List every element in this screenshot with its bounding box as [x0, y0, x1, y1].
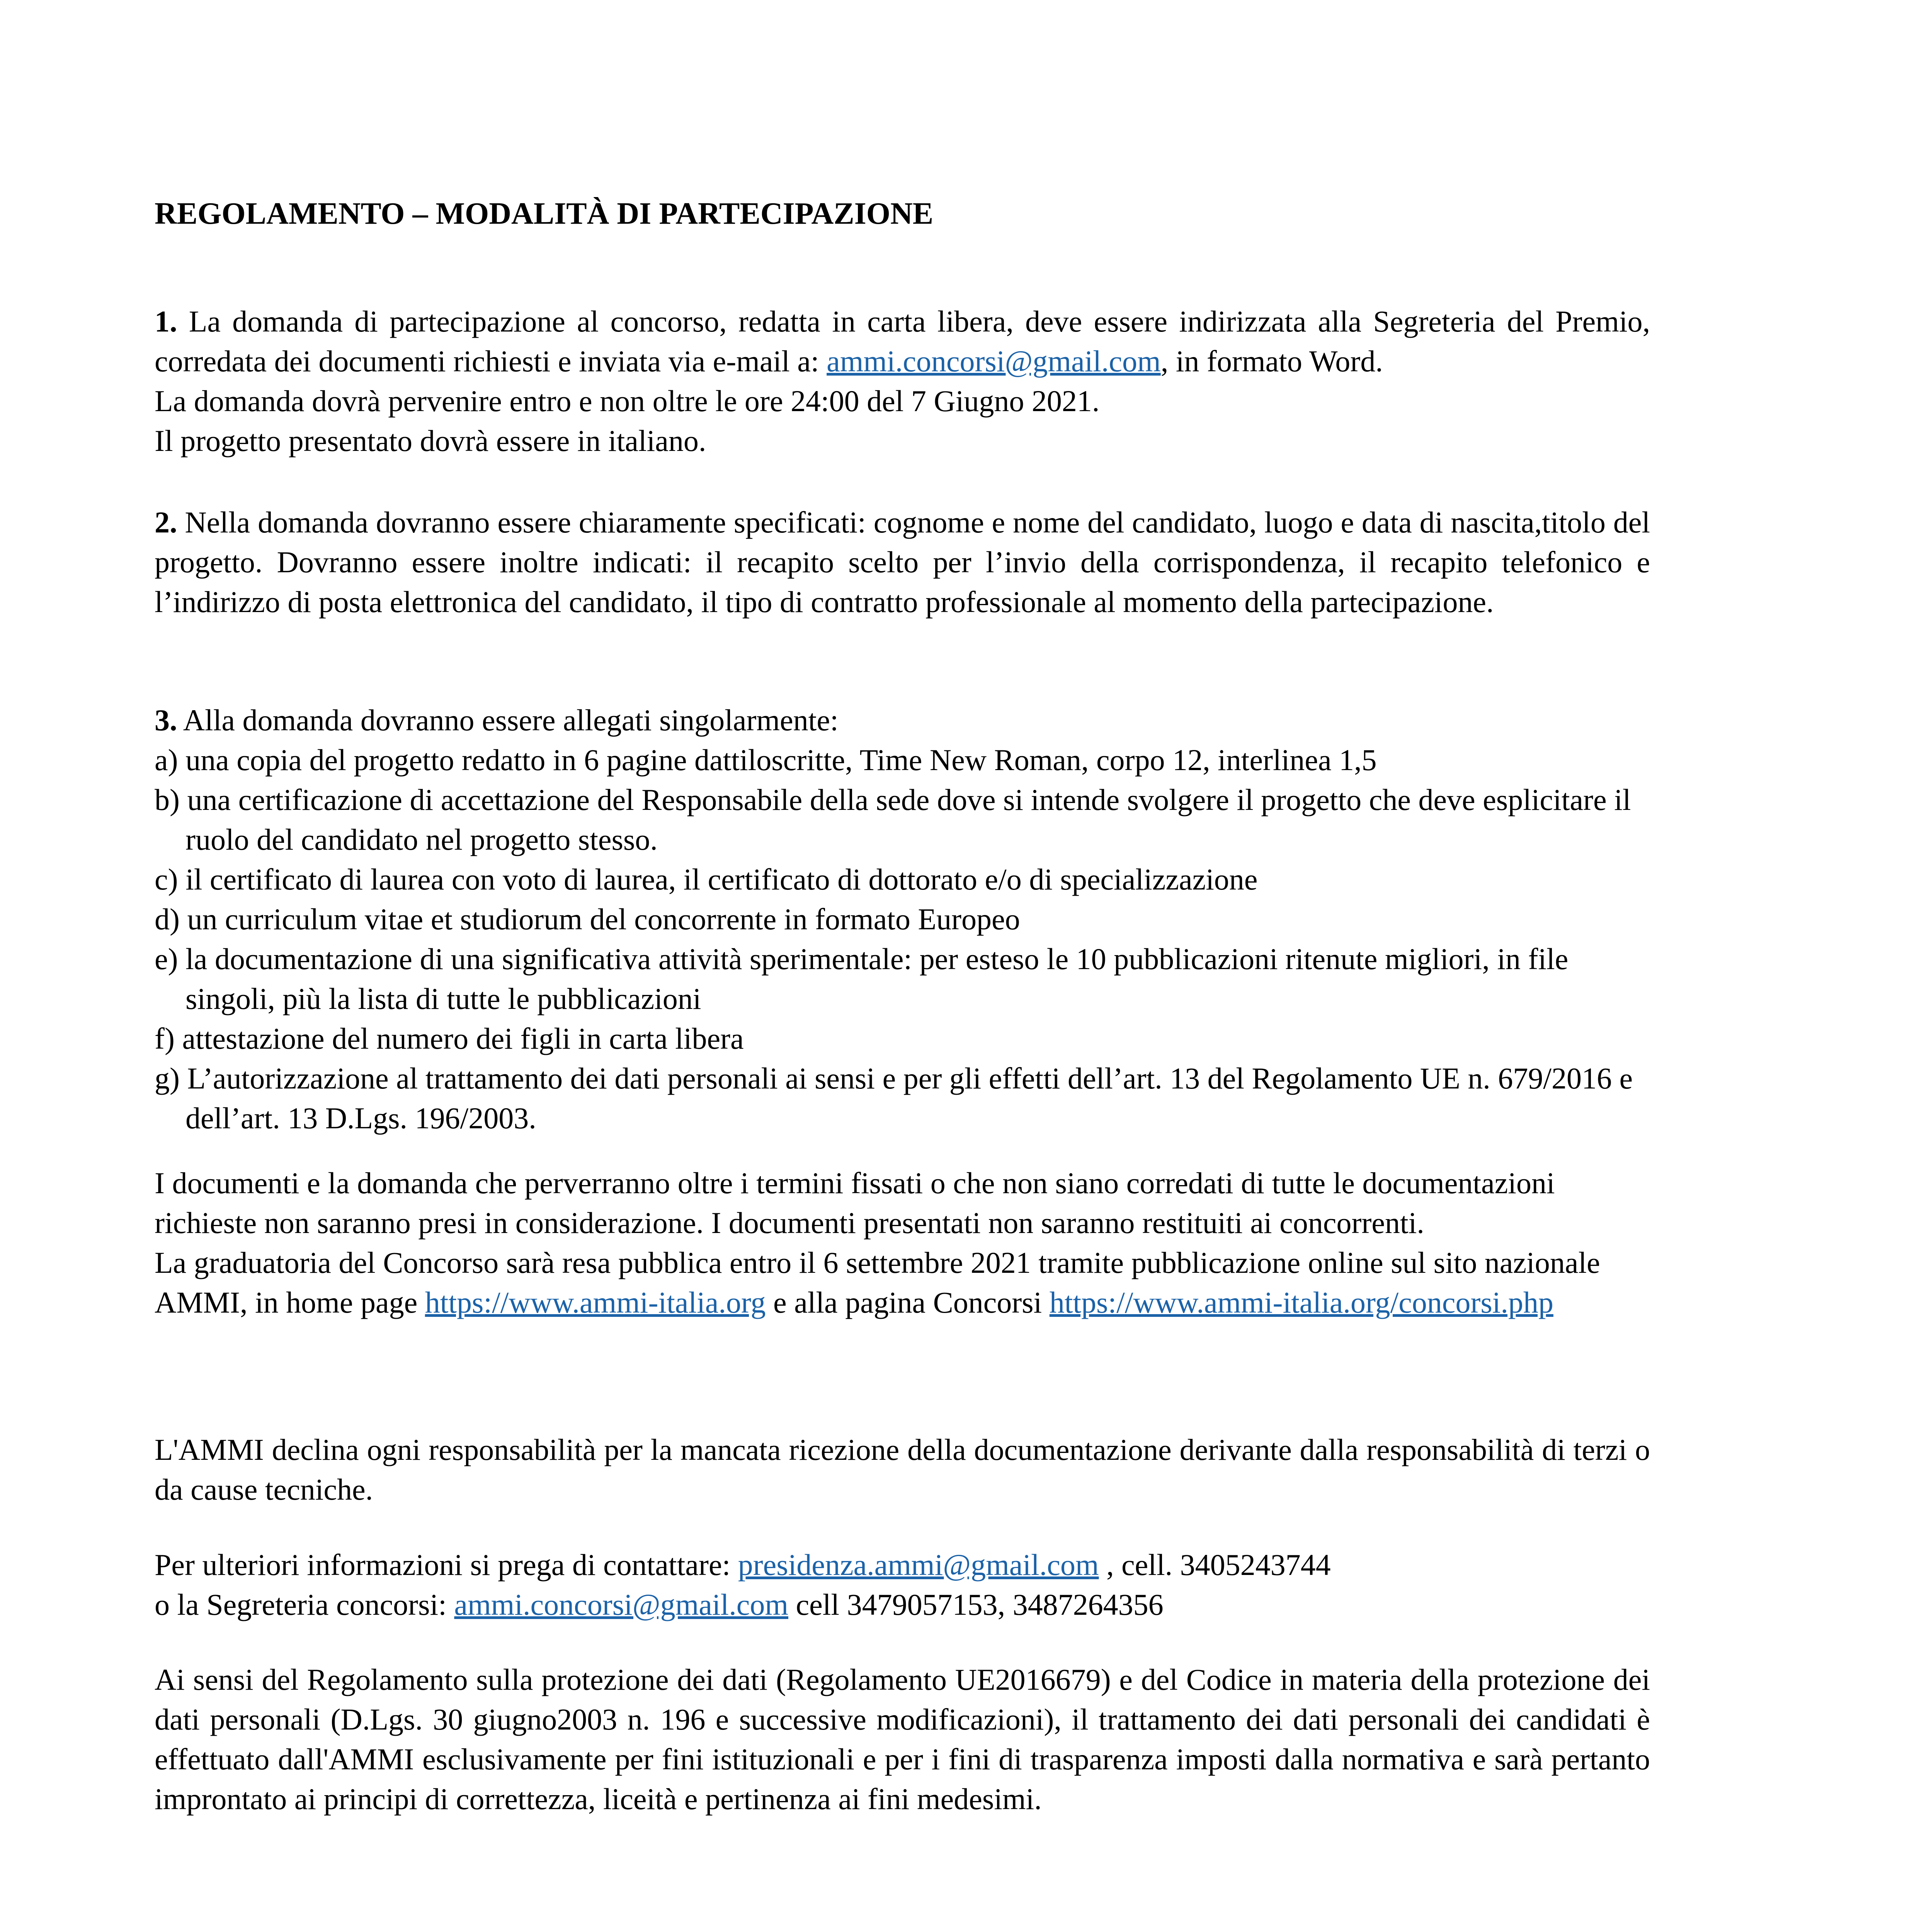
section-1-number: 1. [155, 304, 177, 338]
documents-paragraph: I documenti e la domanda che perverranno oltre i termini fissati o che non siano corredati di tutte le documentazioni richieste non saranno presi in considerazione. I documenti presentati non saranno restituiti ai concorrenti. [155, 1166, 1555, 1240]
list-item-b: b) una certificazione di accettazione del Responsabile della sede dove si intende svolgere il progetto che deve esplicitare il ruolo del candidato nel progetto stesso. [155, 783, 1631, 856]
list-item-a: a) una copia del progetto redatto in 6 pagine dattiloscritte, Time New Roman, corpo 12, interlinea 1,5 [155, 743, 1377, 777]
list-item-e: e) la documentazione di una significativa attività sperimentale: per esteso le 10 pubblicazioni ritenute migliori, in file singoli, più la lista di tutte le pubblicazioni [155, 942, 1569, 1015]
ranking-text-mid: e alla pagina Concorsi [766, 1286, 1050, 1319]
section-3-number: 3. [155, 703, 177, 737]
section-3-intro [155, 700, 1650, 740]
contacts-section [155, 1545, 1650, 1624]
ranking-text: La graduatoria del Concorso sarà resa pubblica entro il 6 settembre 2021 tramite pubblicazione online sul sito nazionale AMMI, in home page [155, 1246, 1600, 1319]
presidenza-email-link[interactable]: presidenza.ammi@gmail.com [738, 1548, 1099, 1582]
document-title: REGOLAMENTO – MODALITÀ DI PARTECIPAZIONE [155, 197, 934, 231]
section-3-intro-text: Alla domanda dovranno essere allegati singolarmente: [177, 703, 839, 737]
section-1-deadline: La domanda dovrà pervenire entro e non oltre le ore 24:00 del 7 Giugno 2021. [155, 384, 1100, 418]
section-1-text-end: , in formato Word. [1160, 344, 1383, 378]
privacy-paragraph: Ai sensi del Regolamento sulla protezione dei dati (Regolamento UE2016679) e del Codice in materia della protezione dei dati personali (D.Lgs. 30 giugno2003 n. 196 e successive modificazioni), il trattamento dei dati personali dei candidati è effettuato dall'AMMI esclusivamente per fini istituzionali e per i fini di trasparenza imposti dalla normativa e sarà pertanto improntato ai principi di correttezza, liceità e pertinenza ai fini medesimi. [155, 1663, 1650, 1816]
documents-section [155, 1163, 1650, 1322]
section-1-language: Il progetto presentato dovrà essere in italiano. [155, 424, 706, 457]
disclaimer-section [155, 1430, 1650, 1509]
contacts-line-2-phone: cell 3479057153, 3487264356 [788, 1588, 1164, 1621]
contacts-line-2 [155, 1585, 1650, 1624]
section-1-text: La domanda di partecipazione al concorso, redatta in carta libera, deve essere indirizzata alla Segreteria del Premio, corredata dei documenti richiesti e inviata via e-mail a: [155, 304, 1650, 378]
section-2-paragraph [155, 502, 1650, 622]
section-2-text: Nella domanda dovranno essere chiaramente specificati: cognome e nome del candidato, luogo e data di nascita,titolo del progetto. Dovranno essere inoltre indicati: il recapito scelto per l’invio della corrispondenza, il recapito telefonico e l’indirizzo di posta elettronica del candidato, il tipo di contratto professionale al momento della partecipazione. [155, 505, 1650, 619]
section-2-number: 2. [155, 505, 177, 539]
section-2 [155, 502, 1650, 622]
home-page-link[interactable]: https://www.ammi-italia.org [425, 1286, 766, 1319]
disclaimer-paragraph: L'AMMI declina ogni responsabilità per la mancata ricezione della documentazione derivante dalla responsabilità di terzi o da cause tecniche. [155, 1433, 1650, 1506]
contacts-line-2-text: o la Segreteria concorsi: [155, 1588, 454, 1621]
section-3 [155, 700, 1650, 1138]
contacts-line-1-text: Per ulteriori informazioni si prega di contattare: [155, 1548, 738, 1582]
concorsi-page-link[interactable]: https://www.ammi-italia.org/concorsi.php [1049, 1286, 1553, 1319]
segreteria-email-link[interactable]: ammi.concorsi@gmail.com [454, 1588, 788, 1621]
list-item-d: d) un curriculum vitae et studiorum del concorrente in formato Europeo [155, 902, 1020, 936]
list-item-g: g) L’autorizzazione al trattamento dei dati personali ai sensi e per gli effetti dell’art. 13 del Regolamento UE n. 679/2016 e dell’art. 13 D.Lgs. 196/2003. [155, 1061, 1633, 1135]
list-item-c: c) il certificato di laurea con voto di laurea, il certificato di dottorato e/o di specializzazione [155, 862, 1258, 896]
section-1-email-link[interactable]: ammi.concorsi@gmail.com [827, 344, 1161, 378]
contacts-line-1-phone: , cell. 3405243744 [1099, 1548, 1331, 1582]
ranking-paragraph [155, 1243, 1650, 1322]
section-1 [155, 301, 1650, 461]
contacts-line-1 [155, 1545, 1650, 1585]
list-item-f: f) attestazione del numero dei figli in carta libera [155, 1022, 744, 1055]
privacy-section [155, 1660, 1650, 1819]
section-1-paragraph [155, 301, 1650, 381]
